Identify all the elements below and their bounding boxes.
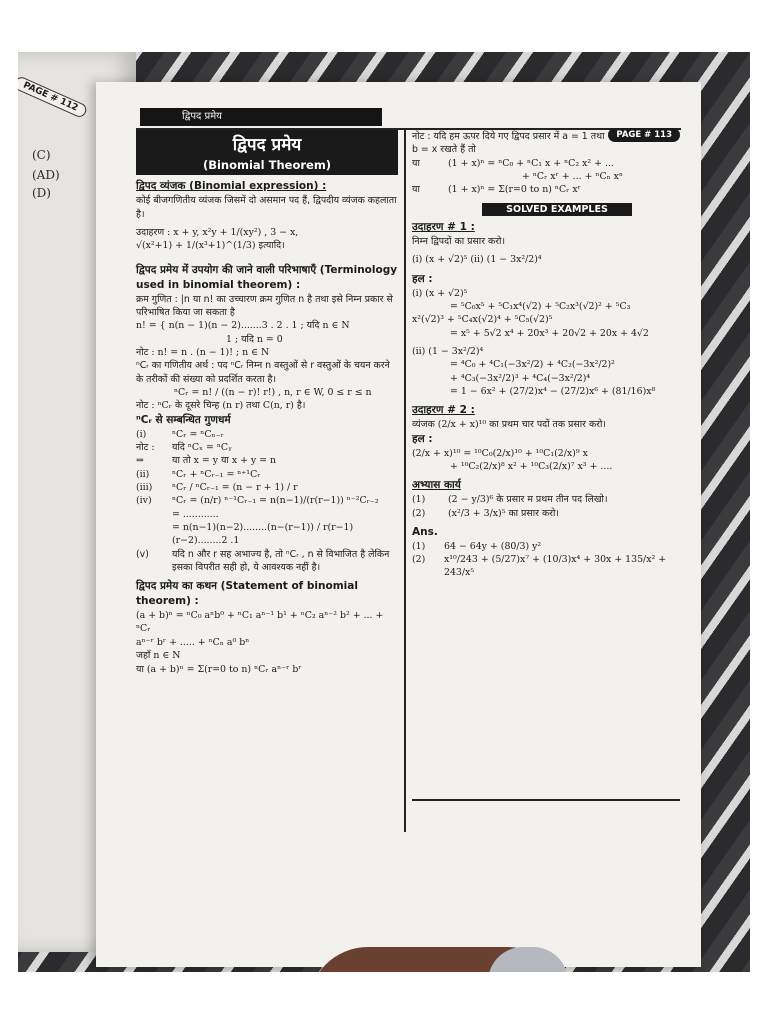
terminology-heading: द्विपद प्रमेय में उपयोग की जाने वाली परिभाषाएँ (Terminology used in binomial theorem) : (136, 263, 398, 291)
example-2-solution-2: + ¹⁰C₂(2/x)⁸ x² + ¹⁰C₃(2/x)⁷ x³ + .... (450, 460, 613, 472)
chapter-title-hindi: द्विपद प्रमेय (232, 135, 302, 155)
note-substitution: नोट : यदि हम ऊपर दिये गए द्विपद प्रसार में a = 1 तथा b = x रखते हैं तो (412, 131, 605, 156)
example-2-text: व्यंजक (2/x + x)¹⁰ का प्रथम चार पदों तक प्रसार करो। (412, 419, 606, 431)
left-column (136, 130, 398, 676)
factorial-text: क्रम गुणित : |n या n! का उच्चारण क्रम गुणित n है तथा इसे निम्न प्रकार से परिभाषित किया जा सकता है (136, 293, 393, 318)
note-ncr-symbols: नोट : ⁿCᵣ के दूसरे चिन्ह (n r) तथा C(n, r) है। (136, 400, 306, 412)
option-c: (C) (32, 148, 51, 162)
note-equation-1: या (1 + x)ⁿ = ⁿC₀ + ⁿC₁ x + ⁿC₂ x² + ... (412, 157, 614, 169)
solution-line: (i) (x + √2)⁵ (412, 287, 468, 299)
running-title: द्विपद प्रमेय (140, 108, 382, 126)
practice-item: (2) (x²/3 + 3/x)⁵ का प्रसार करो। (412, 507, 559, 519)
expression-heading: द्विपद व्यंजक (Binomial expression) : (136, 180, 327, 193)
practice-heading: अभ्यास कार्य (412, 479, 461, 492)
example-1-heading: उदाहरण # 1 : (412, 221, 475, 234)
solution-line: + ⁴C₃(−3x²/2)³ + ⁴C₄(−3x²/2)⁴ (450, 372, 591, 384)
example-1-parts: (i) (x + √2)⁵ (ii) (1 − 3x²/2)⁴ (412, 254, 542, 266)
right-column (412, 130, 680, 580)
example-2-solution-1: (2/x + x)¹⁰ = ¹⁰C₀(2/x)¹⁰ + ¹⁰C₁(2/x)⁹ x (412, 447, 588, 459)
properties-heading: ⁿCᵣ से सम्बन्धित गुणधर्म (136, 413, 231, 426)
answers-heading: Ans. (412, 525, 438, 538)
photo-background (18, 52, 750, 972)
example-line: उदाहरण : x + y, x²y + 1/(xy²) , 3 − x, (136, 227, 299, 239)
solution-label: हल : (412, 272, 433, 285)
note-factorial: नोट : n! = n . (n − 1)! ; n ∈ N (136, 346, 270, 358)
property-item: नोट : यदि ⁿCₓ = ⁿCᵧ (136, 441, 232, 453)
property-item: (iii) ⁿCᵣ / ⁿCᵣ₋₁ = (n − r + 1) / r (136, 481, 298, 493)
practice-item: (1) (2 − y/3)⁶ के प्रसार म प्रथम तीन पद लिखो। (412, 494, 608, 506)
example-1-text: निम्न द्विपदों का प्रसार करो। (412, 236, 506, 248)
example-line-2: √(x²+1) + 1/(x³+1)^(1/3) इत्यादि। (136, 240, 285, 252)
chapter-title-box (136, 130, 398, 175)
property-item: ⇒ या तो x = y या x + y = n (136, 455, 277, 467)
answer-item: (1) 64 − 64y + (80/3) y² (412, 540, 542, 552)
chapter-title-english: (Binomial Theorem) (202, 158, 332, 173)
solution-line: = ⁴C₀ + ⁴C₁(−3x²/2) + ⁴C₂(−3x²/2)² (450, 359, 615, 371)
option-d: (D) (32, 186, 51, 200)
expression-text: कोई बीजगणितीय व्यंजक जिसमें दो असमान पद हैं, द्विपदीय व्यंजक कहलाता है। (136, 195, 397, 220)
property-item: = n(n−1)(n−2)........(n−(r−1)) / r(r−1)(r−2)........2 .1 (172, 521, 354, 547)
solution-line: = ⁵C₀x⁵ + ⁵C₁x⁴(√2) + ⁵C₂x³(√2)² + ⁵C₃ (450, 301, 631, 313)
solution-line: = x⁵ + 5√2 x⁴ + 20x³ + 20√2 + 20x + 4√2 (450, 327, 649, 339)
statement-line-3: जहाँ n ∈ N (136, 650, 181, 662)
solution-label-2: हल : (412, 432, 433, 445)
note-equation-1-cont: + ⁿCᵣ xʳ + ... + ⁿCₙ xⁿ (522, 171, 624, 183)
ncr-formula: ⁿCᵣ = n! / ((n − r)! r!) , n, r ∈ W, 0 ≤ r ≤ n (174, 386, 372, 398)
factorial-definition-2: 1 ; यदि n = 0 (226, 333, 283, 345)
note-equation-2: या (1 + x)ⁿ = Σ(r=0 to n) ⁿCᵣ xʳ (412, 184, 581, 196)
solution-line: = 1 − 6x² + (27/2)x⁴ − (27/2)x⁶ + (81/16)x⁸ (450, 386, 656, 398)
book-page (96, 82, 701, 967)
answers (412, 525, 680, 580)
statement-line-1: (a + b)ⁿ = ⁿC₀ aⁿb⁰ + ⁿC₁ aⁿ⁻¹ b¹ + ⁿC₂ aⁿ⁻² b² + ... + ⁿCᵣ (136, 610, 384, 635)
bottom-rule (412, 799, 680, 801)
option-ad: (AD) (32, 168, 60, 182)
solved-examples-banner: SOLVED EXAMPLES (482, 203, 632, 216)
solution-line: x²(√2)³ + ⁵C₄x(√2)⁴ + ⁵C₅(√2)⁵ (412, 314, 553, 326)
property-item: (ii) ⁿCᵣ + ⁿCᵣ₋₁ = ⁿ⁺¹Cᵣ (136, 468, 261, 480)
statement-line-4: या (a + b)ⁿ = Σ(r=0 to n) ⁿCᵣ aⁿ⁻ʳ bʳ (136, 663, 302, 675)
property-item: = ............ (172, 508, 219, 520)
column-divider (404, 130, 406, 832)
solution-line: (ii) (1 − 3x²/2)⁴ (412, 346, 484, 358)
statement-line-2: aⁿ⁻ʳ bʳ + ..... + ⁿCₙ a⁰ bⁿ (136, 636, 250, 648)
statement-heading: द्विपद प्रमेय का कथन (Statement of binomial theorem) : (136, 580, 358, 608)
property-item: (iv) ⁿCᵣ = (n/r) ⁿ⁻¹Cᵣ₋₁ = n(n−1)/(r(r−1)) ⁿ⁻²Cᵣ₋₂ (136, 495, 379, 507)
factorial-definition-1: n! = { n(n − 1)(n − 2).......3 . 2 . 1 ; यदि n ∈ N (136, 320, 350, 332)
example-2-heading: उदाहरण # 2 : (412, 404, 475, 417)
answer-item: (2) x¹⁰/243 + (5/27)x⁷ + (10/3)x⁴ + 30x + 135/x² + 243/x⁵ (412, 554, 667, 579)
previous-page-tag: PAGE # 112 (18, 75, 88, 119)
property-item: (i) ⁿCᵣ = ⁿCₙ₋ᵣ (136, 428, 224, 440)
properties-list (136, 428, 398, 575)
property-item: (v) यदि n और r सह अभाज्य है, तो ⁿCᵣ , n से विभाजित है लेकिन इसका विपरीत सही हो, ये आवश्यक नहीं है। (136, 548, 390, 573)
page-number-badge: PAGE # 113 (608, 128, 680, 142)
ncr-meaning: ⁿCᵣ का गणितीय अर्थ : पद ⁿCᵣ निम्न n वस्तुओं से r वस्तुओं के चयन करने के तरीकों की संख्या को प्रदर्शित करता है। (136, 360, 390, 385)
